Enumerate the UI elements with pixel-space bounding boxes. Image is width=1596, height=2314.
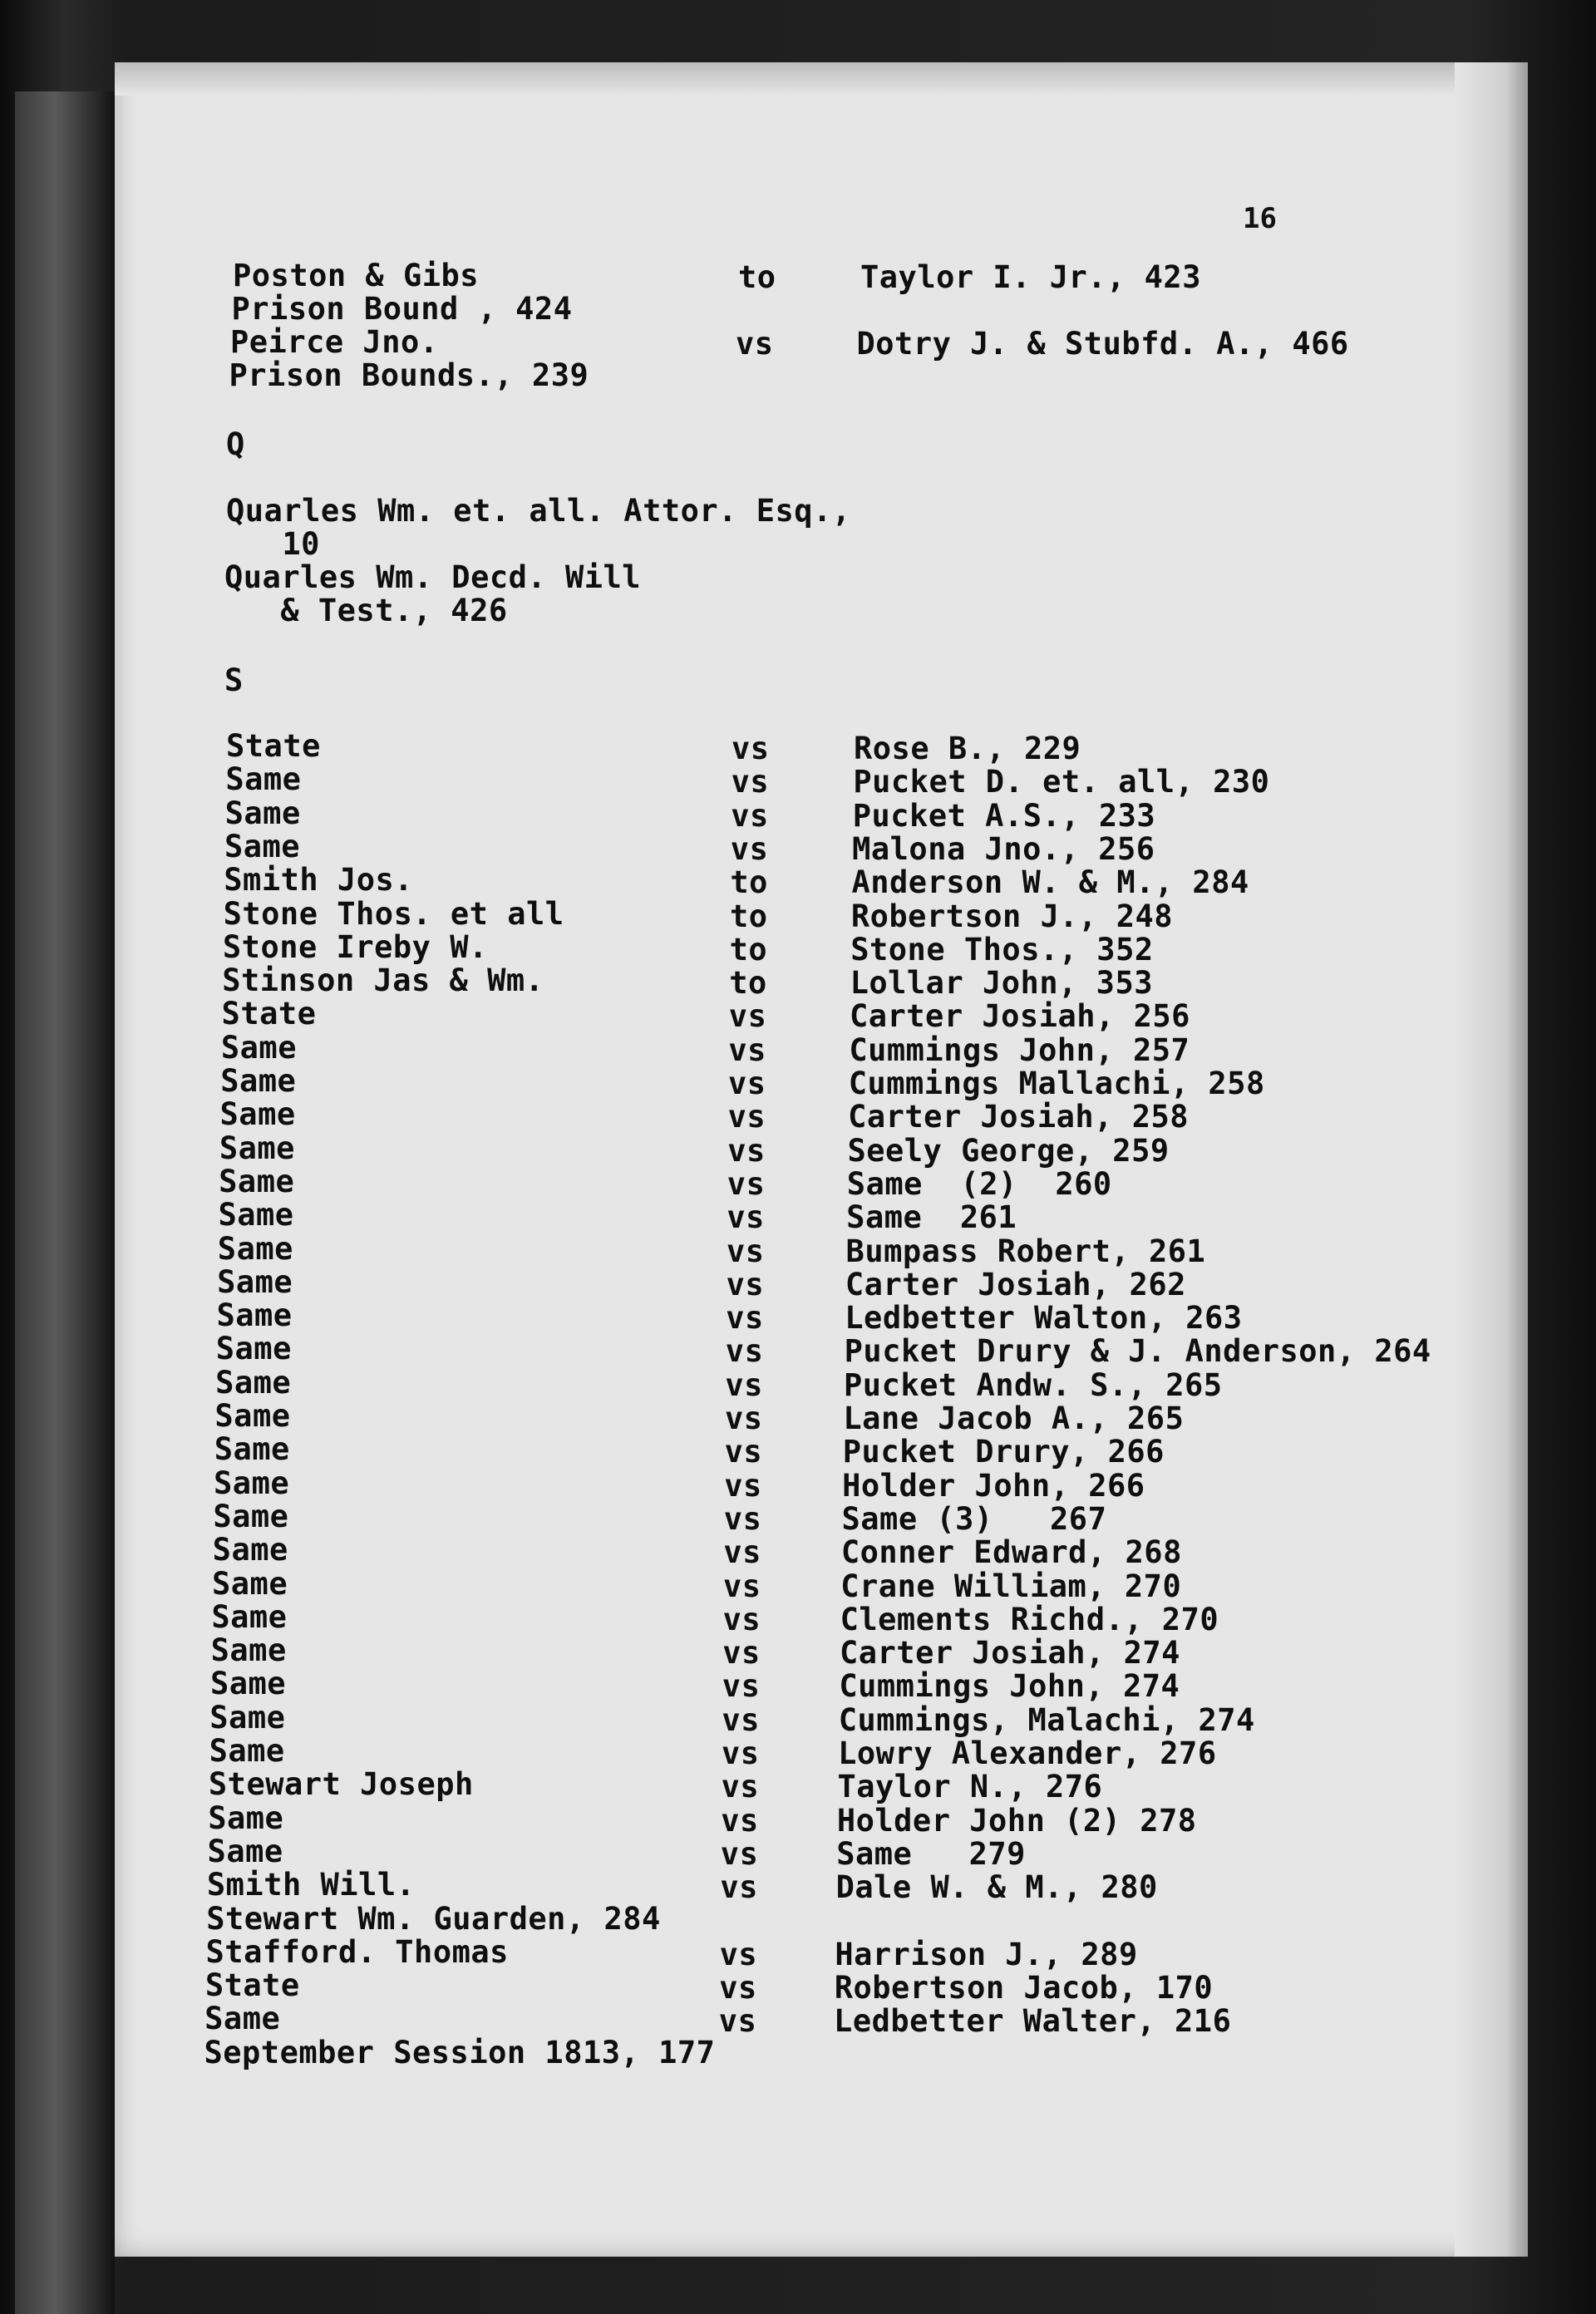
- entry-relation: vs: [727, 1165, 766, 1202]
- entry-relation: vs: [726, 1300, 764, 1337]
- entry-relation: vs: [720, 1835, 759, 1872]
- entry-left: Same: [224, 828, 301, 864]
- entry-right: Stone Thos., 352: [850, 931, 1154, 967]
- entry-left: Same: [215, 1364, 292, 1401]
- entry-relation: vs: [720, 1869, 758, 1906]
- entry-right: Dotry J. & Stubfd. A., 466: [856, 326, 1349, 362]
- entry-right: Crane William, 270: [840, 1568, 1182, 1604]
- entry-left: Same: [217, 1230, 293, 1267]
- entry-relation: vs: [723, 1568, 761, 1604]
- entry-left: Same: [210, 1632, 287, 1669]
- entry-relation: to: [730, 898, 768, 934]
- entry-right: Robertson Jacob, 170: [834, 1970, 1214, 2006]
- entry-right: Carter Josiah, 256: [849, 998, 1190, 1035]
- entry-right: Carter Josiah, 258: [848, 1099, 1190, 1135]
- entry-left: 10: [225, 526, 320, 562]
- entry-left: Same: [224, 795, 301, 831]
- entry-right: Ledbetter Walton, 263: [845, 1300, 1243, 1337]
- entry-left: & Test., 426: [224, 593, 508, 628]
- entry-relation: vs: [723, 1534, 761, 1571]
- entry-relation: vs: [723, 1500, 762, 1537]
- entry-right: Conner Edward, 268: [840, 1534, 1182, 1571]
- entry-left: Prison Bound , 424: [231, 291, 573, 327]
- book-binding: [15, 91, 115, 2314]
- entry-right: Same 279: [836, 1835, 1026, 1872]
- entry-relation: vs: [730, 830, 769, 867]
- entry-left: Same: [213, 1498, 289, 1534]
- entry-left: State: [226, 728, 321, 764]
- entry-left: Stinson Jas & Wm.: [222, 963, 544, 999]
- entry-relation: vs: [727, 1132, 766, 1169]
- entry-left: State: [221, 996, 317, 1032]
- entry-left: Stewart Wm. Guarden, 284: [206, 1900, 661, 1937]
- entry-left: Same: [207, 1833, 283, 1869]
- entry-relation: vs: [732, 731, 770, 766]
- entry-relation: to: [729, 965, 767, 1002]
- entry-left: Same: [225, 761, 302, 798]
- entry-right: Pucket Andw. S., 265: [844, 1366, 1223, 1403]
- entry-relation: vs: [725, 1401, 763, 1436]
- entry-relation: vs: [728, 1031, 766, 1068]
- entry-left: Same: [204, 2001, 281, 2037]
- entry-relation: to: [738, 259, 776, 295]
- page-number: 16: [1243, 202, 1277, 235]
- entry-relation: vs: [718, 2003, 757, 2040]
- entry-right: Taylor N., 276: [837, 1769, 1103, 1805]
- entry-right: Lane Jacob A., 265: [843, 1401, 1185, 1436]
- entry-left: Same: [214, 1431, 290, 1468]
- entry-left: Stewart Joseph: [208, 1766, 474, 1803]
- entry-right: Holder John, 266: [842, 1467, 1145, 1504]
- entry-left: Poston & Gibs: [233, 258, 480, 293]
- entry-right: Harrison J., 289: [835, 1936, 1138, 1972]
- entry-left: Same: [217, 1263, 293, 1300]
- entry-right: Lollar John, 353: [850, 965, 1153, 1002]
- entry-right: Pucket A.S., 233: [852, 797, 1156, 834]
- entry-right: Same (2) 260: [846, 1165, 1112, 1202]
- entry-left: Same: [214, 1465, 290, 1501]
- entry-right: Pucket D. et. all, 230: [853, 764, 1270, 800]
- entry-relation: vs: [736, 326, 774, 362]
- entry-left: Peirce Jno.: [230, 324, 439, 360]
- entry-relation: vs: [727, 1233, 765, 1269]
- entry-right: Taylor I. Jr., 423: [860, 259, 1201, 295]
- entry-left: Same: [219, 1130, 295, 1166]
- entry-left: Same: [212, 1532, 288, 1568]
- entry-right: Holder John (2) 278: [836, 1802, 1197, 1839]
- entry-relation: vs: [719, 1970, 757, 2006]
- entry-relation: vs: [725, 1333, 764, 1370]
- entry-right: Pucket Drury, 266: [842, 1434, 1165, 1470]
- entry-right: Lowry Alexander, 276: [838, 1736, 1217, 1771]
- entry-right: Malona Jno., 256: [852, 830, 1155, 867]
- entry-relation: vs: [722, 1635, 761, 1671]
- entry-right: Robertson J., 248: [850, 898, 1174, 934]
- entry-left: Same: [214, 1398, 291, 1434]
- entry-relation: vs: [721, 1802, 759, 1839]
- entry-relation: to: [729, 931, 768, 967]
- entry-relation: vs: [731, 764, 770, 800]
- entry-left: Same: [208, 1800, 284, 1836]
- entry-left: Same: [216, 1297, 293, 1334]
- entry-left: Quarles Wm. et. all. Attor. Esq.,: [226, 493, 851, 529]
- page-right-edge: [1455, 62, 1528, 2257]
- entry-right: Pucket Drury & J. Anderson, 264: [844, 1333, 1431, 1370]
- entry-left: Quarles Wm. Decd. Will: [224, 559, 642, 595]
- entry-left: Same: [209, 1666, 287, 1702]
- entry-relation: vs: [722, 1736, 760, 1771]
- entry-left: Stone Thos. et all: [223, 895, 564, 932]
- entry-left: Smith Jos.: [224, 862, 414, 899]
- entry-right: Clements Richd., 270: [840, 1601, 1219, 1637]
- entry-right: Rose B., 229: [854, 731, 1081, 766]
- entry-right: Bumpass Robert, 261: [845, 1233, 1206, 1269]
- entry-left: State: [204, 1967, 300, 2004]
- entry-relation: vs: [727, 1199, 765, 1236]
- entry-relation: vs: [727, 1099, 766, 1135]
- entry-right: Cummings Mallachi, 258: [848, 1066, 1265, 1101]
- entry-left: Same: [219, 1096, 296, 1133]
- entry-right: Cummings John, 274: [839, 1668, 1180, 1705]
- entry-left: Same: [215, 1331, 292, 1367]
- entry-relation: vs: [722, 1701, 760, 1738]
- section-header-s: S: [224, 662, 244, 698]
- entry-right: Anderson W. & M., 284: [851, 864, 1249, 901]
- entry-relation: vs: [731, 797, 769, 834]
- entry-right: Seely George, 259: [847, 1132, 1170, 1169]
- entry-right: Carter Josiah, 274: [839, 1635, 1180, 1671]
- entry-left: Prison Bounds., 239: [229, 357, 589, 393]
- entry-left: Stafford. Thomas: [205, 1933, 509, 1970]
- entry-relation: vs: [722, 1601, 761, 1637]
- entry-relation: vs: [719, 1936, 758, 1972]
- entry-right: Ledbetter Walter, 216: [834, 2003, 1232, 2040]
- entry-right: Cummings John, 257: [849, 1031, 1190, 1068]
- entry-relation: vs: [721, 1769, 760, 1805]
- entry-left: Same: [212, 1565, 288, 1602]
- entry-left: Stone Ireby W.: [222, 928, 488, 965]
- entry-left: Same: [209, 1699, 286, 1736]
- page-top-edge: [115, 62, 1528, 96]
- entry-relation: vs: [728, 1066, 766, 1101]
- entry-right: Same (3) 267: [841, 1500, 1107, 1537]
- entry-relation: vs: [724, 1467, 762, 1504]
- entry-relation: vs: [726, 1266, 765, 1302]
- entry-left: Same: [220, 1029, 297, 1066]
- entry-relation: vs: [728, 998, 767, 1035]
- entry-relation: vs: [722, 1668, 761, 1705]
- entry-right: Dale W. & M., 280: [835, 1869, 1158, 1906]
- entry-left: Same: [211, 1598, 288, 1635]
- entry-left: Same: [219, 1163, 295, 1199]
- entry-right: Carter Josiah, 262: [845, 1266, 1186, 1302]
- entry-left: Same: [220, 1063, 297, 1099]
- entry-left: Same: [209, 1733, 285, 1769]
- entry-right: Same 261: [846, 1199, 1017, 1236]
- entry-right: Cummings, Malachi, 274: [838, 1701, 1255, 1738]
- entry-left: September Session 1813, 177: [204, 2034, 716, 2070]
- entry-relation: to: [730, 864, 768, 901]
- entry-left: Smith Will.: [206, 1867, 416, 1903]
- entry-relation: vs: [725, 1366, 763, 1403]
- entry-relation: vs: [724, 1434, 763, 1470]
- entry-left: Same: [218, 1197, 294, 1233]
- section-header-q: Q: [226, 426, 245, 462]
